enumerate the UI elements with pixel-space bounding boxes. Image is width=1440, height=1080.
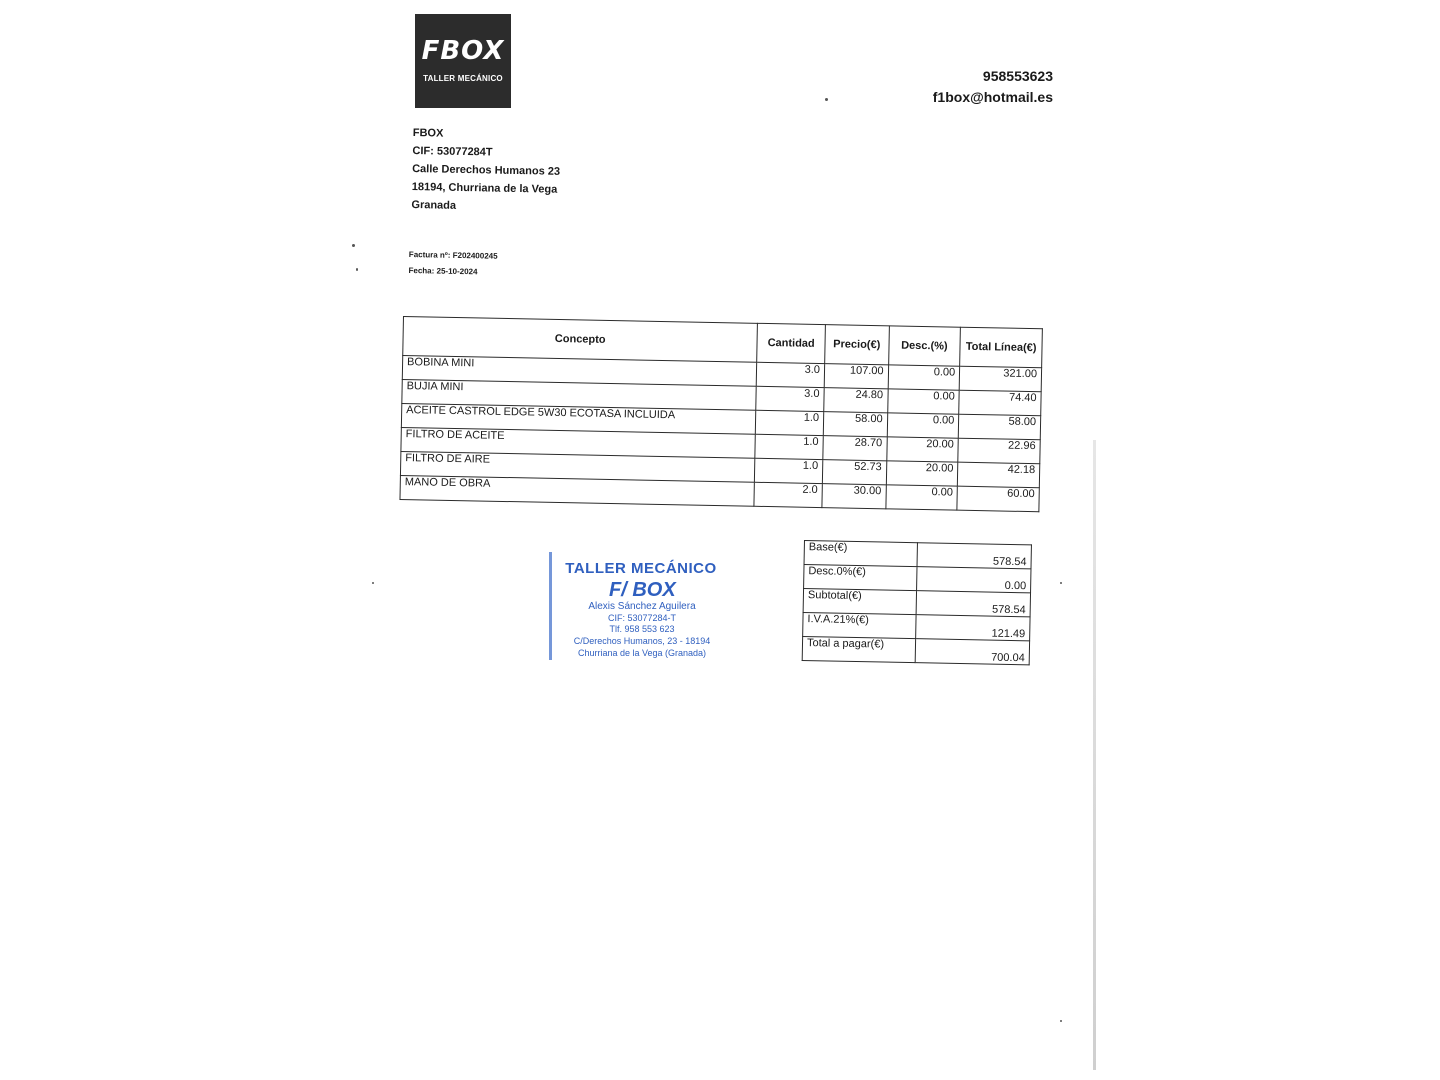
company-province: Granada	[411, 198, 457, 212]
totals-label: Total a pagar(€)	[802, 636, 915, 662]
stamp-brand: F/ BOX	[609, 579, 676, 601]
logo-text: FBOX	[421, 36, 505, 66]
cell-concepto: ACEITE CASTROL EDGE 5W30 ECOTASA INCLUIDA	[401, 403, 756, 434]
company-city: 18194, Churriana de la Vega	[411, 180, 558, 196]
cell-cantidad: 1.0	[755, 434, 823, 459]
stamp-border	[549, 552, 552, 660]
cell-cantidad: 1.0	[756, 410, 824, 435]
totals-label: Subtotal(€)	[803, 589, 916, 615]
cell-cantidad: 3.0	[757, 362, 825, 387]
invoice-meta	[408, 247, 497, 281]
totals-value: 0.00	[917, 567, 1031, 593]
cell-desc: 20.00	[886, 461, 958, 486]
invoice-number: Factura nº: F202400245	[408, 249, 498, 261]
cell-precio: 24.80	[824, 388, 888, 413]
cell-total: 22.96	[958, 438, 1040, 464]
stamp-address: C/Derechos Humanos, 23 - 18194	[573, 636, 711, 646]
cell-cantidad: 3.0	[756, 386, 824, 411]
stamp-cif: CIF: 53077284-T	[607, 613, 677, 623]
cell-total: 60.00	[957, 486, 1039, 512]
cell-total: 58.00	[958, 414, 1040, 440]
stamp-owner: Alexis Sánchez Aguilera	[588, 601, 696, 612]
header-cantidad: Cantidad	[757, 323, 825, 363]
cell-precio: 107.00	[824, 364, 888, 389]
company-name: FBOX	[412, 126, 444, 140]
scan-speck	[372, 582, 374, 584]
totals-value: 700.04	[915, 639, 1029, 665]
header-total: Total Línea(€)	[960, 327, 1043, 368]
cell-cantidad: 2.0	[754, 482, 822, 507]
stamp-phone: Tlf. 958 553 623	[609, 624, 675, 634]
cell-desc: 20.00	[886, 437, 958, 462]
totals-table	[802, 540, 1032, 665]
phone-number: 958553623	[982, 68, 1053, 84]
cell-desc: 0.00	[887, 413, 959, 438]
company-logo	[415, 14, 511, 108]
scan-speck	[1060, 1020, 1062, 1022]
totals-value: 578.54	[917, 543, 1031, 569]
contact-block	[900, 66, 1053, 108]
company-info	[411, 124, 561, 217]
cell-desc: 0.00	[887, 389, 959, 414]
cell-precio: 30.00	[822, 484, 886, 509]
items-table	[399, 316, 1042, 512]
cell-desc: 0.00	[888, 365, 960, 390]
cell-total: 321.00	[959, 366, 1041, 392]
email-address: f1box@hotmail.es	[932, 89, 1053, 105]
scan-speck	[356, 268, 358, 271]
scan-speck	[352, 244, 355, 247]
logo-subtitle: TALLER MECÁNICO	[423, 74, 503, 83]
totals-label: I.V.A.21%(€)	[803, 612, 916, 638]
company-cif: CIF: 53077284T	[412, 144, 493, 159]
cell-precio: 52.73	[822, 460, 886, 485]
cell-concepto: FILTRO DE AIRE	[400, 451, 755, 482]
scan-speck	[825, 98, 828, 101]
invoice-date: Fecha: 25-10-2024	[408, 265, 478, 277]
cell-concepto: BOBINA MINI	[402, 356, 757, 387]
totals-value: 121.49	[916, 615, 1030, 641]
header-desc: Desc.(%)	[888, 326, 960, 366]
cell-concepto: BUJIA MINI	[402, 379, 757, 410]
scan-speck	[1060, 582, 1062, 584]
company-address: Calle Derechos Humanos 23	[412, 162, 561, 178]
company-stamp	[549, 552, 729, 662]
totals-label: Desc.0%(€)	[804, 565, 917, 591]
cell-total: 42.18	[958, 462, 1040, 488]
header-precio: Precio(€)	[825, 325, 889, 365]
totals-label: Base(€)	[804, 541, 917, 567]
page-edge-shadow	[1093, 440, 1096, 1070]
cell-precio: 58.00	[823, 412, 887, 437]
header-concepto: Concepto	[403, 317, 758, 363]
cell-cantidad: 1.0	[755, 458, 823, 483]
cell-concepto: MANO DE OBRA	[400, 475, 755, 506]
cell-desc: 0.00	[885, 485, 957, 510]
cell-concepto: FILTRO DE ACEITE	[401, 427, 756, 458]
stamp-title: TALLER MECÁNICO	[565, 560, 717, 577]
totals-row	[802, 636, 1029, 664]
totals-value: 578.54	[916, 591, 1030, 617]
cell-total: 74.40	[959, 390, 1041, 416]
stamp-city: Churriana de la Vega (Granada)	[577, 648, 707, 658]
cell-precio: 28.70	[823, 436, 887, 461]
